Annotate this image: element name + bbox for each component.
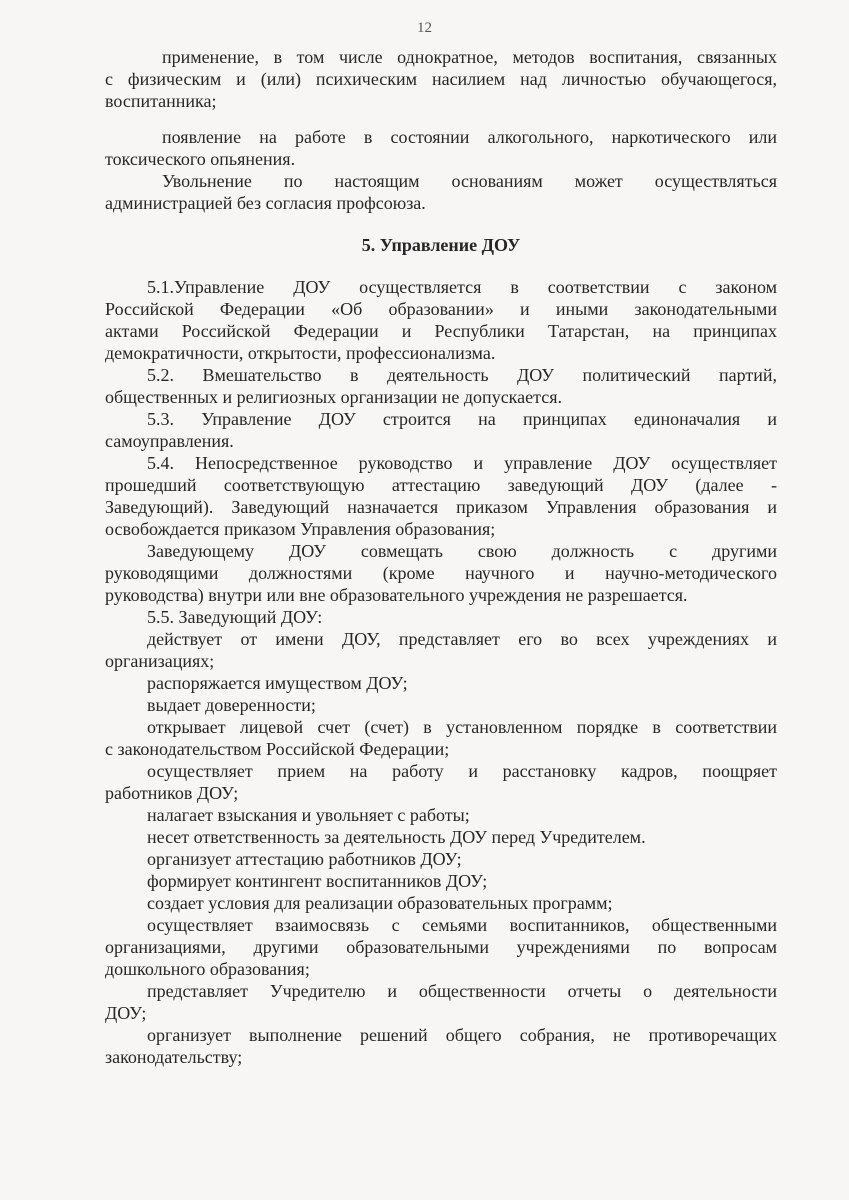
paragraph	[105, 716, 777, 760]
text-line: создает условия для реализации образовательных программ;	[147, 893, 613, 913]
paragraph	[105, 914, 777, 980]
section-heading: 5. Управление ДОУ	[361, 235, 521, 255]
paragraph	[105, 46, 777, 112]
text-line: применение, в том числе однократное, методов воспитания, связанных	[162, 47, 777, 67]
paragraph	[105, 540, 777, 606]
text-line: демократичности, открытости, профессионализма.	[105, 343, 496, 363]
paragraph	[105, 408, 777, 452]
text-line: налагает взыскания и увольняет с работы;	[147, 805, 470, 825]
paragraph	[105, 606, 777, 628]
text-line: организует выполнение решений общего собрания, не противоречащих	[147, 1025, 777, 1045]
text-line: организациях;	[105, 651, 215, 671]
text-line: дошкольного образования;	[105, 959, 310, 979]
paragraph	[105, 452, 777, 540]
paragraph	[105, 628, 777, 672]
paragraph	[105, 804, 777, 826]
text-line: Заведующему ДОУ совмещать свою должность с другими	[147, 541, 777, 561]
text-line: осуществляет взаимосвязь с семьями воспитанников, общественными	[147, 915, 777, 935]
text-line: несет ответственность за деятельность ДОУ перед Учредителем.	[147, 827, 646, 847]
paragraph	[105, 126, 777, 170]
text-line: с законодательством Российской Федерации;	[105, 739, 450, 759]
text-line: осуществляет прием на работу и расстановку кадров, поощряет	[147, 761, 777, 781]
intro-section	[105, 46, 777, 214]
text-line: работников ДОУ;	[105, 783, 239, 803]
paragraph	[105, 826, 777, 848]
paragraph	[105, 1024, 777, 1068]
text-line: 5.4. Непосредственное руководство и управление ДОУ осуществляет	[147, 453, 777, 473]
text-line: Российской Федерации «Об образовании» и иными законодательными	[105, 299, 777, 319]
text-line: организациями, другими образовательными учреждениями по вопросам	[105, 937, 777, 957]
paragraph	[105, 892, 777, 914]
text-line: распоряжается имуществом ДОУ;	[147, 673, 408, 693]
text-line: представляет Учредителю и общественности отчеты о деятельности	[147, 981, 777, 1001]
text-line: действует от имени ДОУ, представляет его во всех учреждениях и	[147, 629, 777, 649]
text-line: 5.5. Заведующий ДОУ:	[147, 607, 323, 627]
section-5-content	[105, 276, 777, 1068]
paragraph	[105, 170, 777, 214]
text-line: токсического опьянения.	[105, 149, 296, 169]
text-line: руководящими должностями (кроме научного и научно-методического	[105, 563, 777, 583]
paragraph	[105, 276, 777, 364]
document-body	[105, 46, 777, 1068]
text-line: воспитанника;	[105, 91, 217, 111]
text-line: с физическим и (или) психическим насилием над личностью обучающегося,	[105, 69, 777, 89]
text-line: организует аттестацию работников ДОУ;	[147, 849, 462, 869]
text-line: формирует контингент воспитанников ДОУ;	[147, 871, 488, 891]
text-line: законодательству;	[105, 1047, 243, 1067]
paragraph	[105, 760, 777, 804]
text-line: общественных и религиозных организации не допускается.	[105, 387, 562, 407]
text-line: 5.3. Управление ДОУ строится на принципах единоначалия и	[147, 409, 777, 429]
text-line: Заведующий). Заведующий назначается приказом Управления образования и	[105, 497, 777, 517]
text-line: руководства) внутри или вне образовательного учреждения не разрешается.	[105, 585, 688, 605]
text-line: выдает доверенности;	[147, 695, 316, 715]
text-line: 5.1.Управление ДОУ осуществляется в соответствии с законом	[147, 277, 777, 297]
text-line: открывает лицевой счет (счет) в установленном порядке в соответствии	[147, 717, 777, 737]
paragraph	[105, 848, 777, 870]
text-line: актами Российской Федерации и Республики Татарстан, на принципах	[105, 321, 777, 341]
text-line: администрацией без согласия профсоюза.	[105, 193, 426, 213]
text-line: появление на работе в состоянии алкогольного, наркотического или	[162, 127, 777, 147]
text-line: прошедший соответствующую аттестацию заведующий ДОУ (далее -	[105, 475, 777, 495]
text-line: самоуправления.	[105, 431, 234, 451]
text-line: 5.2. Вмешательство в деятельность ДОУ политический партий,	[147, 365, 777, 385]
text-line: Увольнение по настоящим основаниям может осуществляться	[162, 171, 777, 191]
paragraph	[105, 364, 777, 408]
paragraph	[105, 694, 777, 716]
paragraph	[105, 980, 777, 1024]
page-number: 12	[417, 20, 432, 36]
text-line: освобождается приказом Управления образования;	[105, 519, 496, 539]
text-line: ДОУ;	[105, 1003, 147, 1023]
paragraph	[105, 672, 777, 694]
paragraph	[105, 870, 777, 892]
